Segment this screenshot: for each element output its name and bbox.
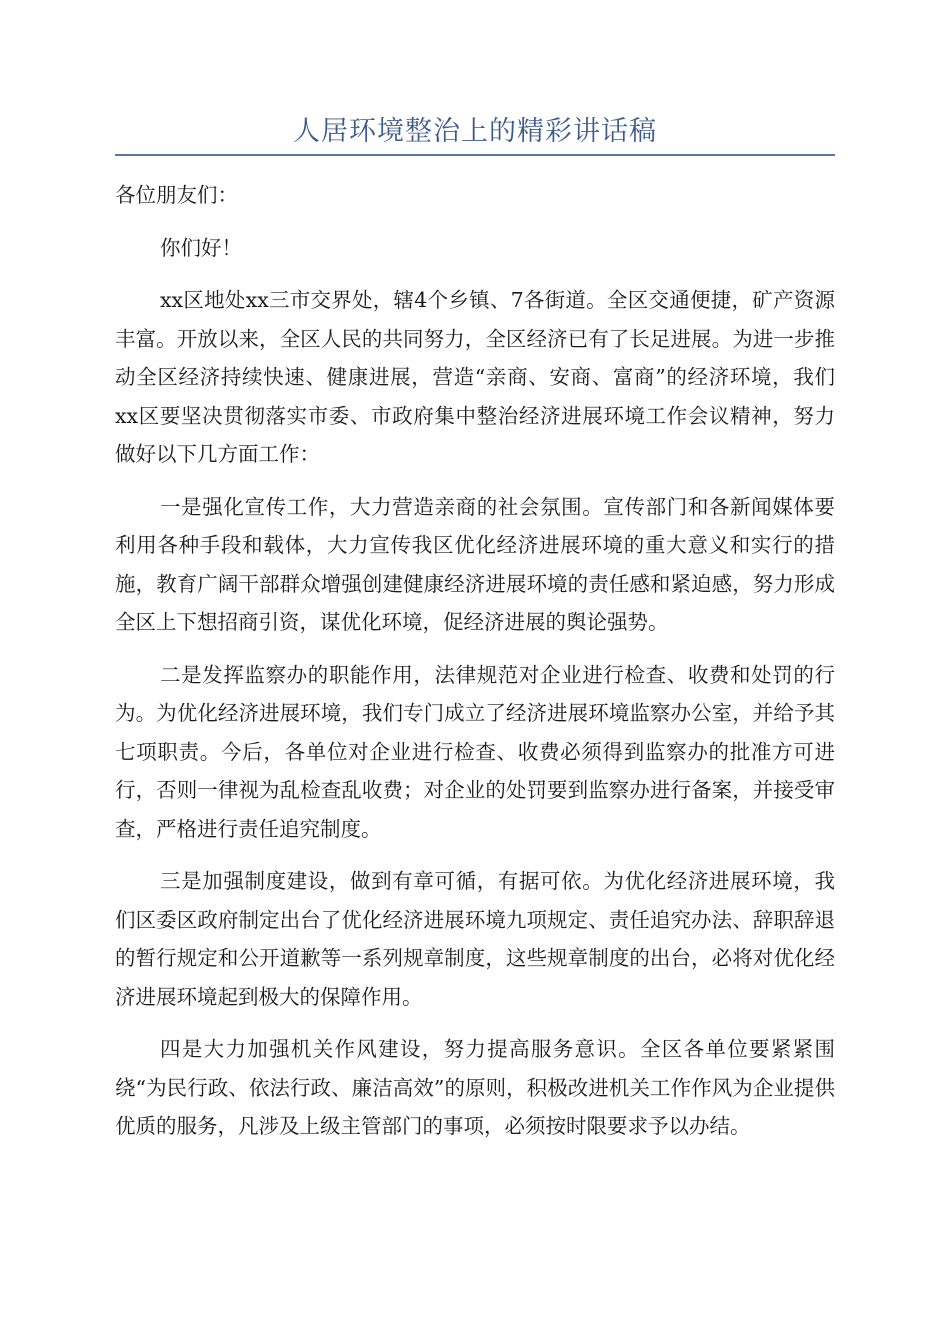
paragraph-point-4: 四是大力加强机关作风建设，努力提高服务意识。全区各单位要紧紧围绕“为民行政、依法行政、廉洁高效”的原则，积极改进机关工作作风为企业提供优质的服务，凡涉及上级主管部门的事项，必须按时限要求予以办结。 (115, 1037, 835, 1138)
greeting: 你们好！ (160, 235, 242, 260)
paragraph-point-2: 二是发挥监察办的职能作用，法律规范对企业进行检查、收费和处罚的行为。为优化经济进展环境，我们专门成立了经济进展环境监察办公室，并给予其七项职责。今后，各单位对企业进行检查、收费必须得到监察办的批准方可进行，否则一律视为乱检查乱收费；对企业的处罚要到监察办进行备案，并接受审查，严格进行责任追究制度。 (115, 662, 835, 841)
document-title: 人居环境整治上的精彩讲话稿 (293, 116, 657, 147)
salutation: 各位朋友们： (115, 183, 238, 207)
paragraph-point-3: 三是加强制度建设，做到有章可循，有据可依。为优化经济进展环境，我们区委区政府制定出台了优化经济进展环境九项规定、责任追究办法、辞职辞退的暂行规定和公开道歉等一系列规章制度，这些规章制度的出台，必将对优化经济进展环境起到极大的保障作用。 (115, 869, 835, 1009)
paragraph-point-1: 一是强化宣传工作，大力营造亲商的社会氛围。宣传部门和各新闻媒体要利用各种手段和载体，大力宣传我区优化经济进展环境的重大意义和实行的措施，教育广阔干部群众增强创建健康经济进展环境的责任感和紧迫感，努力形成全区上下想招商引资，谋优化环境，促经济进展的舆论强势。 (115, 494, 835, 634)
paragraph-intro: xx区地处xx三市交界处，辖4个乡镇、7各街道。全区交通便捷，矿产资源丰富。开放以来，全区人民的共同努力，全区经济已有了长足进展。为进一步推动全区经济持续快速、健康进展，营造“亲商、安商、富商”的经济环境，我们xx区要坚决贯彻落实市委、市政府集中整治经济进展环境工作会议精神，努力做好以下几方面工作： (115, 288, 835, 466)
document-body (115, 176, 835, 1160)
title-underline (115, 154, 835, 156)
